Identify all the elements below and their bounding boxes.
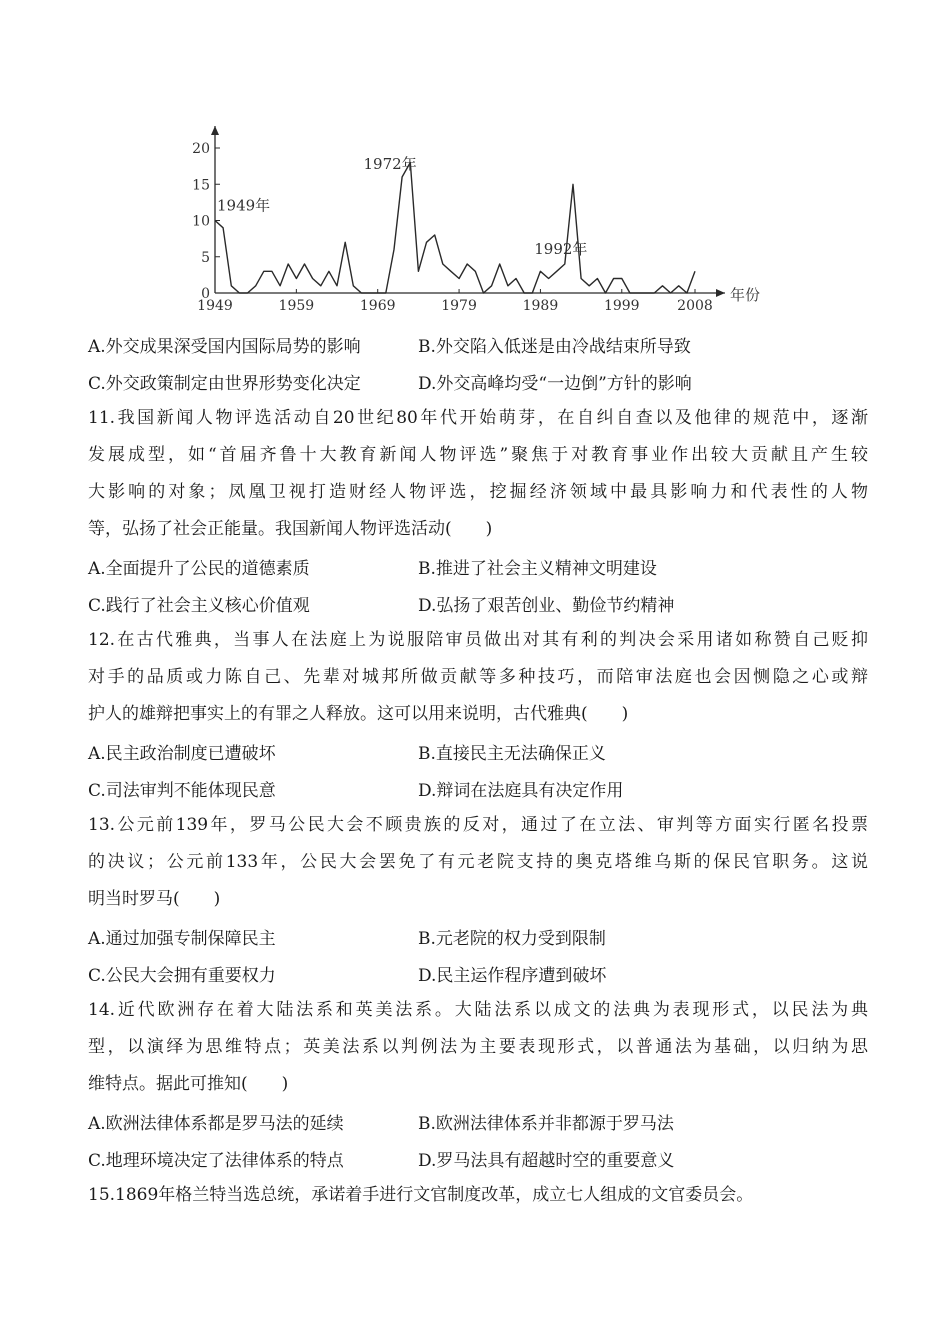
q12-options-row-2: [88, 770, 868, 807]
y-tick-label: 10: [192, 213, 210, 230]
q12-stem-line-1: 12.在古代雅典，当事人在法庭上为说服陪审员做出对其有利的判决会采用诸如称赞自己贬抑: [88, 630, 868, 650]
q14-stem-line-2: 型，以演绎为思维特点；英美法系以判例法为主要表现形式，以普通法为基础，以归纳为思: [88, 1037, 868, 1057]
q14-option-a[interactable]: A.欧洲法律体系都是罗马法的延续: [88, 1114, 344, 1134]
x-tick-label: 1979: [441, 298, 477, 314]
q11-stem-line-2: 发展成型，如“首届齐鲁十大教育新闻人物评选”聚焦于对教育事业作出较大贡献且产生较: [88, 445, 868, 465]
q15-stem-line-1: 15.1869年格兰特当选总统，承诺着手进行文官制度改革，成立七人组成的文官委员会。: [88, 1185, 754, 1205]
y-tick-label: 5: [201, 249, 210, 266]
q13-options-row-1: [88, 918, 868, 955]
q13-options-row-2: [88, 955, 868, 992]
q13-stem-line-2: 的决议；公元前133年，公民大会罢免了有元老院支持的奥克塔维乌斯的保民官职务。这说: [88, 852, 868, 872]
diplomacy-line-chart: [180, 118, 780, 323]
q13-stem-line-1: 13.公元前139年，罗马公民大会不顾贵族的反对，通过了在立法、审判等方面实行匿名投票: [88, 815, 868, 835]
q11-option-b[interactable]: B.推进了社会主义精神文明建设: [418, 559, 657, 579]
q14-option-c[interactable]: C.地理环境决定了法律体系的特点: [88, 1151, 344, 1171]
q11-stem-line-3: 大影响的对象；凤凰卫视打造财经人物评选，挖掘经济领域中最具影响力和代表性的人物: [88, 482, 868, 502]
question-content: [88, 326, 868, 1214]
q14-stem-line-3: 维特点。据此可推知( ): [88, 1074, 289, 1094]
q10-option-a[interactable]: A.外交成果深受国内国际局势的影响: [88, 337, 361, 357]
series-line: [215, 163, 695, 294]
q11-options-row-1: [88, 548, 868, 585]
q11-option-d[interactable]: D.弘扬了艰苦创业、勤俭节约精神: [418, 596, 675, 616]
q11-stem-line-4: 等，弘扬了社会正能量。我国新闻人物评选活动( ): [88, 519, 493, 539]
q12-stem-line-2: 对手的品质或力陈自己、先辈对城邦所做贡献等多种技巧，而陪审法庭也会因恻隐之心或辩: [88, 667, 868, 687]
q14-option-b[interactable]: B.欧洲法律体系并非都源于罗马法: [418, 1114, 674, 1134]
chart-svg: [180, 118, 780, 323]
q12-stem-line-3: 护人的雄辩把事实上的有罪之人释放。这可以用来说明，古代雅典( ): [88, 704, 629, 724]
q10-option-c[interactable]: C.外交政策制定由世界形势变化决定: [88, 374, 361, 394]
y-tick-label: 15: [192, 177, 210, 194]
x-tick-label: 1999: [603, 298, 640, 314]
y-axis-arrow: [211, 126, 219, 135]
q12-option-a[interactable]: A.民主政治制度已遭破坏: [88, 744, 276, 764]
q10-options-row-2: [88, 363, 868, 400]
q11-stem-line-1: 11.我国新闻人物评选活动自20世纪80年代开始萌芽，在自纠自查以及他律的规范中，逐渐: [88, 408, 868, 428]
q12-option-b[interactable]: B.直接民主无法确保正义: [418, 744, 606, 764]
q14-options-row-1: [88, 1103, 868, 1140]
q13-option-c[interactable]: C.公民大会拥有重要权力: [88, 966, 276, 986]
q14-option-d[interactable]: D.罗马法具有超越时空的重要意义: [418, 1151, 675, 1171]
q13-option-b[interactable]: B.元老院的权力受到限制: [418, 929, 606, 949]
peak-annotation: 1972年: [363, 155, 417, 173]
q11-options-row-2: [88, 585, 868, 622]
q12-option-c[interactable]: C.司法审判不能体现民意: [88, 781, 276, 801]
q14-options-row-2: [88, 1140, 868, 1177]
y-tick-label: 20: [192, 141, 210, 157]
peak-annotation: 1949年: [217, 196, 271, 215]
y-tick-label: 0: [201, 286, 210, 302]
q10-option-b[interactable]: B.外交陷入低迷是由冷战结束所导致: [418, 337, 691, 357]
x-axis-label: 年份: [730, 286, 761, 304]
q12-options-row-1: [88, 733, 868, 770]
x-tick-label: 1949: [197, 298, 233, 314]
q10-options-row-1: [88, 326, 868, 363]
x-tick-label: 1989: [522, 298, 559, 314]
q14-stem-line-1: 14.近代欧洲存在着大陆法系和英美法系。大陆法系以成文的法典为表现形式，以民法为典: [88, 1000, 868, 1020]
x-tick-label: 2008: [677, 298, 713, 314]
q11-option-a[interactable]: A.全面提升了公民的道德素质: [88, 559, 310, 579]
q13-option-d[interactable]: D.民主运作程序遭到破坏: [418, 966, 607, 986]
x-tick-label: 1959: [278, 298, 315, 314]
q10-option-d[interactable]: D.外交高峰均受“一边倒”方针的影响: [418, 374, 692, 394]
peak-annotation: 1992年: [534, 240, 588, 258]
q12-option-d[interactable]: D.辩词在法庭具有决定作用: [418, 781, 624, 801]
q13-stem-line-3: 明当时罗马( ): [88, 889, 221, 909]
x-axis-arrow: [716, 289, 725, 297]
q13-option-a[interactable]: A.通过加强专制保障民主: [88, 929, 276, 949]
q11-option-c[interactable]: C.践行了社会主义核心价值观: [88, 596, 310, 616]
x-tick-label: 1969: [359, 298, 396, 314]
